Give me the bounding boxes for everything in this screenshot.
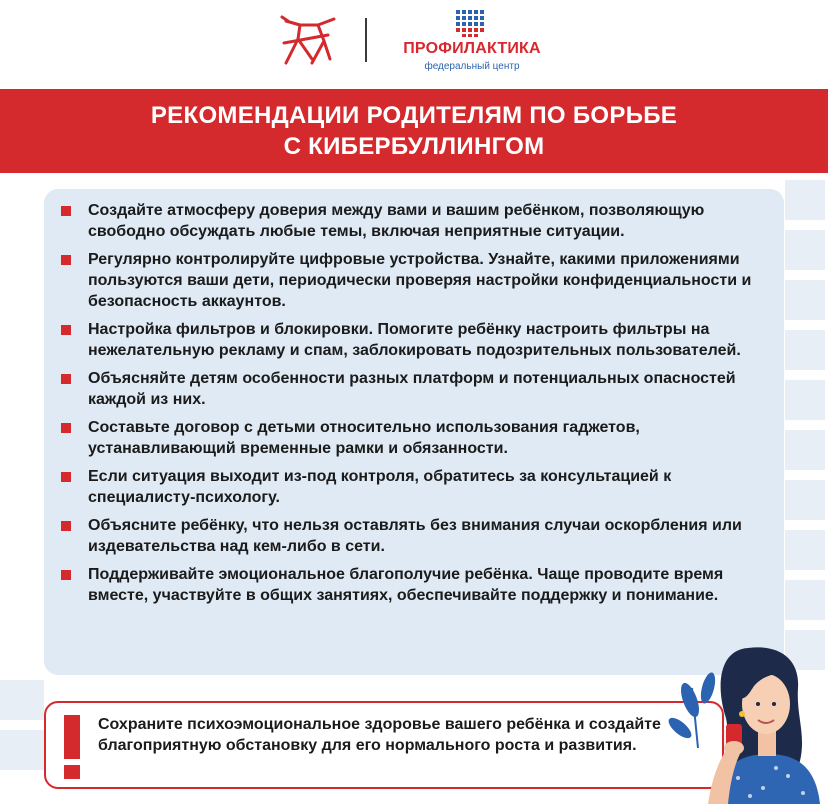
list-item: Если ситуация выходит из-под контроля, обратитесь за консультацией к специалисту-психологу. <box>61 466 781 508</box>
recommendations-list <box>61 200 781 613</box>
bullet-square-icon <box>61 325 71 335</box>
bullet-square-icon <box>61 521 71 531</box>
header <box>0 0 828 86</box>
bullet-square-icon <box>61 472 71 482</box>
list-item: Создайте атмосферу доверия между вами и вашим ребёнком, позволяющую свободно обсуждать любые темы, включая неприятные ситуации. <box>61 200 781 242</box>
title-banner <box>0 89 828 173</box>
title-line-1: РЕКОМЕНДАЦИИ РОДИТЕЛЯМ ПО БОРЬБЕ <box>150 102 678 129</box>
brand-name: ПРОФИЛАКТИКА <box>403 40 541 57</box>
profilaktika-grid-logo-icon <box>454 8 488 38</box>
list-item: Настройка фильтров и блокировки. Помогите ребёнку настроить фильтры на нежелательную рекламу и спам, заблокировать подозрительных пользователей. <box>61 319 781 361</box>
list-item: Регулярно контролируйте цифровые устройства. Узнайте, какими приложениями пользуются ваши дети, периодически проверяя настройки конфиденциальности и безопасность аккаунтов. <box>61 249 781 312</box>
brand-subtitle: федеральный центр <box>424 61 520 72</box>
bullet-square-icon <box>61 255 71 265</box>
exclamation-icon <box>64 715 80 779</box>
bullet-square-icon <box>61 570 71 580</box>
bullet-square-icon <box>61 374 71 384</box>
bullet-square-icon <box>61 423 71 433</box>
note-text: Сохраните психоэмоциональное здоровье вашего ребёнка и создайте благоприятную обстановку для его нормального роста и развития. <box>98 716 661 754</box>
list-item: Объясните ребёнку, что нельзя оставлять без внимания случаи оскорбления или издевательства над кем-либо в сети. <box>61 515 781 557</box>
list-item: Объясняйте детям особенности разных платформ и потенциальных опасностей каждой из них. <box>61 368 781 410</box>
bullet-square-icon <box>61 206 71 216</box>
brand-block <box>392 8 552 74</box>
horse-logo-icon <box>278 13 340 65</box>
list-item: Поддерживайте эмоциональное благополучие ребёнка. Чаще проводите время вместе, участвуйте в общих занятиях, обеспечивайте поддержку и понимание. <box>61 564 781 606</box>
woman-with-phone-illustration <box>668 628 828 804</box>
list-item: Составьте договор с детьми относительно использования гаджетов, устанавливающий временные рамки и обязанности. <box>61 417 781 459</box>
important-note-box <box>44 701 724 789</box>
header-divider <box>365 18 367 62</box>
title-line-2: С КИБЕРБУЛЛИНГОМ <box>283 133 545 160</box>
